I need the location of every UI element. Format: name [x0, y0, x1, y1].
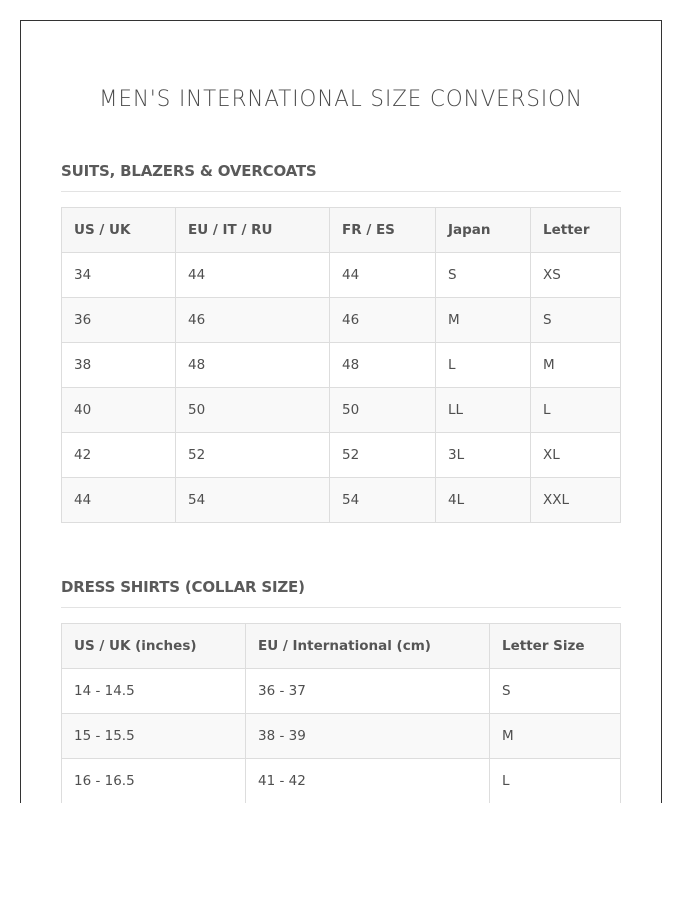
column-header: Letter — [531, 208, 621, 253]
section-dress-shirts — [61, 578, 621, 803]
column-header: FR / ES — [330, 208, 436, 253]
table-header-row — [62, 208, 621, 253]
table-cell: 4L — [436, 478, 531, 523]
table-cell: 50 — [330, 388, 436, 433]
column-header: US / UK — [62, 208, 176, 253]
table-row — [62, 388, 621, 433]
table-cell: 48 — [176, 343, 330, 388]
table-cell: 36 - 37 — [246, 669, 490, 714]
table-row — [62, 253, 621, 298]
table-cell: 46 — [176, 298, 330, 343]
column-header: Letter Size — [490, 624, 621, 669]
table-cell: 44 — [62, 478, 176, 523]
suits-size-table — [61, 207, 621, 523]
column-header: Japan — [436, 208, 531, 253]
table-cell: 52 — [176, 433, 330, 478]
table-cell: 40 — [62, 388, 176, 433]
section-title: DRESS SHIRTS (COLLAR SIZE) — [61, 578, 621, 608]
table-cell: L — [436, 343, 531, 388]
table-cell: 41 - 42 — [246, 759, 490, 804]
table-row — [62, 433, 621, 478]
table-row — [62, 759, 621, 804]
table-cell: L — [531, 388, 621, 433]
table-cell: 44 — [330, 253, 436, 298]
column-header: US / UK (inches) — [62, 624, 246, 669]
table-cell: 38 — [62, 343, 176, 388]
table-cell: 36 — [62, 298, 176, 343]
dress-shirts-size-table — [61, 623, 621, 803]
table-cell: 44 — [176, 253, 330, 298]
table-row — [62, 478, 621, 523]
table-row — [62, 714, 621, 759]
table-cell: 48 — [330, 343, 436, 388]
table-cell: LL — [436, 388, 531, 433]
table-cell: M — [531, 343, 621, 388]
table-cell: 46 — [330, 298, 436, 343]
table-cell: S — [490, 669, 621, 714]
table-cell: S — [531, 298, 621, 343]
table-cell: 15 - 15.5 — [62, 714, 246, 759]
table-cell: M — [436, 298, 531, 343]
table-cell: 34 — [62, 253, 176, 298]
table-cell: S — [436, 253, 531, 298]
table-row — [62, 298, 621, 343]
size-chart-frame — [20, 20, 662, 803]
table-cell: 54 — [176, 478, 330, 523]
table-cell: 38 - 39 — [246, 714, 490, 759]
section-title: SUITS, BLAZERS & OVERCOATS — [61, 162, 621, 192]
column-header: EU / International (cm) — [246, 624, 490, 669]
table-cell: L — [490, 759, 621, 804]
table-cell: 50 — [176, 388, 330, 433]
table-cell: XXL — [531, 478, 621, 523]
table-cell: XL — [531, 433, 621, 478]
page-title: MEN'S INTERNATIONAL SIZE CONVERSION — [99, 87, 583, 112]
table-cell: 54 — [330, 478, 436, 523]
table-cell: XS — [531, 253, 621, 298]
table-cell: 3L — [436, 433, 531, 478]
table-row — [62, 669, 621, 714]
table-cell: M — [490, 714, 621, 759]
column-header: EU / IT / RU — [176, 208, 330, 253]
table-row — [62, 343, 621, 388]
table-cell: 42 — [62, 433, 176, 478]
table-cell: 16 - 16.5 — [62, 759, 246, 804]
table-cell: 52 — [330, 433, 436, 478]
section-suits — [61, 162, 621, 523]
table-header-row — [62, 624, 621, 669]
table-cell: 14 - 14.5 — [62, 669, 246, 714]
